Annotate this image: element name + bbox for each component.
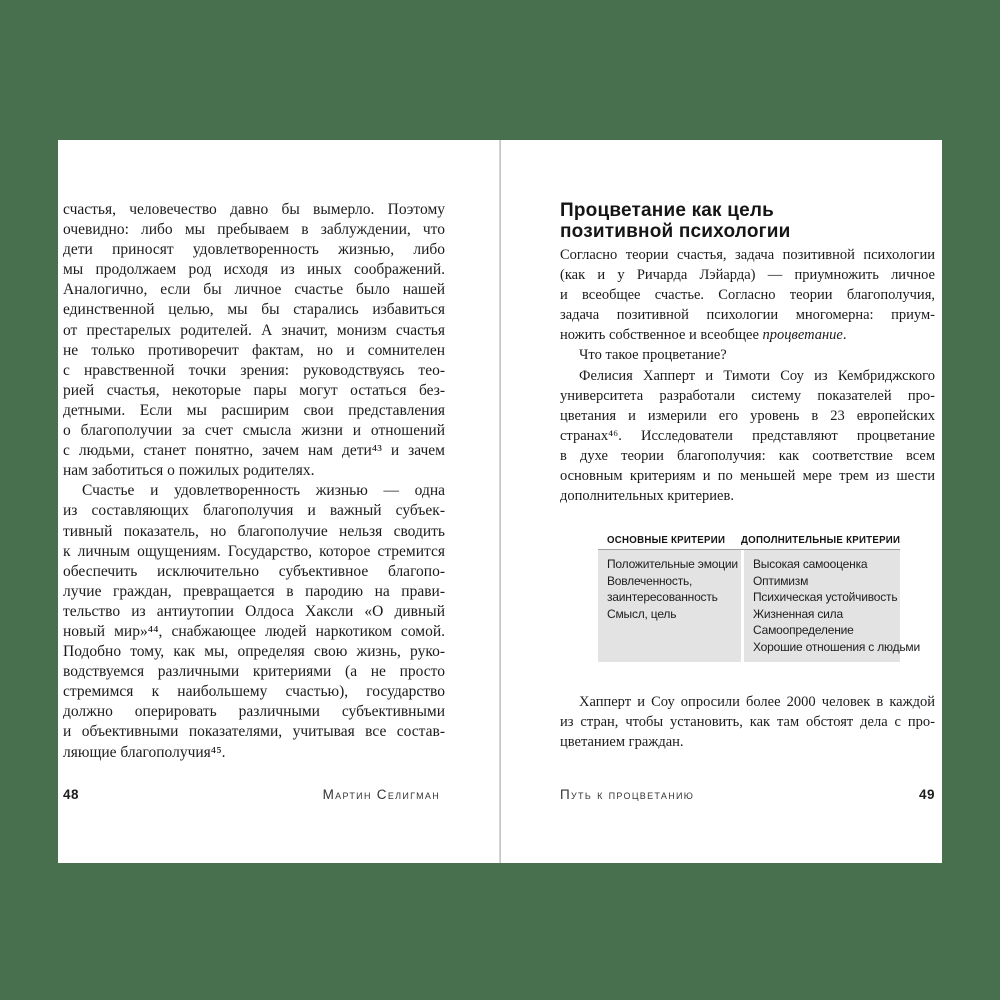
text-line: Психическая устойчивость <box>753 590 898 604</box>
text-line: водствуемся различными критериями (а не просто <box>63 663 445 681</box>
text-line: ляющие благополучия⁴⁵. <box>63 743 226 761</box>
text-line: очевидно: либо мы пребываем в заблуждении, что <box>63 221 445 239</box>
text-line: Вовлеченность, <box>607 573 693 588</box>
text-line: задача позитивной психологии многомерна: приум- <box>560 307 935 324</box>
spine-gutter-line <box>499 140 501 863</box>
italic-term: процветание <box>762 327 843 344</box>
table-column-main-criteria <box>598 550 741 662</box>
text-line: с нравственной точки зрения: руководствуясь тео- <box>63 361 445 379</box>
text-line: цветанием граждан. <box>560 734 684 751</box>
text-line: Положительные эмоции <box>607 557 738 571</box>
paragraph <box>560 692 935 752</box>
section-heading <box>560 200 940 242</box>
text-line: детными. Если мы расширим свои представления <box>63 401 445 419</box>
text-line: университета разработали систему показателей про- <box>560 387 935 404</box>
text-line: с людьми, станет понятно, зачем нам дети⁴³ и зачем <box>63 442 445 460</box>
text-line-with-italic <box>560 325 935 345</box>
text-line: Аналогично, если бы личное счастье было нашей <box>63 281 445 299</box>
text-line: цветания и измерили его уровень в 23 европейских <box>560 407 935 424</box>
text-line: Согласно теории счастья, задача позитивной психологии <box>560 247 935 263</box>
page-number: 48 <box>63 787 80 802</box>
paragraph <box>560 366 935 507</box>
text-line: (как и у Ричарда Лэйарда) — приумножить личное <box>560 267 935 284</box>
text-line: Фелисия Хапперт и Тимоти Соу из Кембриджского <box>579 367 935 384</box>
page-number: 49 <box>918 787 935 802</box>
paragraph <box>63 481 445 762</box>
criteria-table-header-row <box>598 534 900 546</box>
running-head-author: Мартин Селигман <box>322 787 440 802</box>
text-line: Счастье и удовлетворенность жизнью — одна <box>82 482 445 500</box>
book-spread <box>58 140 942 863</box>
criteria-table-body <box>598 549 920 662</box>
text-line: новый мир»⁴⁴, снабжающее людей наркотиком сомой. <box>63 622 445 640</box>
text-line: дополнительных критериев. <box>560 488 734 505</box>
text-line: Смысл, цель <box>607 606 677 621</box>
text-line: Хорошие отношения с людьми <box>753 639 920 654</box>
text-run: . <box>842 327 847 344</box>
text-line: и объективными показателями, учитывая все состав- <box>63 723 445 741</box>
text-line: о благополучии за счет смысла жизни и отношений <box>63 422 445 440</box>
right-page-body <box>560 245 935 506</box>
text-line: позитивной психологии <box>560 221 791 242</box>
text-line: Высокая самооценка <box>753 557 868 571</box>
text-line: Хапперт и Соу опросили более 2000 человек в каждой <box>579 694 935 710</box>
text-line: тивный показатель, но благополучие нельзя сводить <box>63 522 445 540</box>
text-line: странах⁴⁶. Исследователи представляют процветание <box>560 427 935 444</box>
text-line: мы продолжаем род исходя из иных соображений. <box>63 261 445 279</box>
text-line: стремимся к наибольшему счастью), государство <box>63 683 445 701</box>
text-line: Процветание как цель <box>560 200 775 221</box>
paragraph-question: Что такое процветание? <box>579 347 727 364</box>
table-header-additional-criteria: ДОПОЛНИТЕЛЬНЫЕ КРИТЕРИИ <box>741 534 901 546</box>
text-line: рией счастья, некоторые пары могут остаться без- <box>63 381 445 399</box>
text-line: тельство из антиутопии Олдоса Хаксли «О дивный <box>63 602 445 620</box>
text-line: Подобно тому, как мы, определяя свою жизнь, руко- <box>63 643 445 661</box>
text-line: дети приносят удовлетворенность жизнью, либо <box>63 241 445 259</box>
paragraph <box>560 245 935 325</box>
text-line: основным критериям и по меньшей мере трем из шести <box>560 468 935 485</box>
text-line: лучие граждан, превращается в пародию на прави- <box>63 582 445 600</box>
text-line: заинтересованность <box>607 590 718 604</box>
text-line: Самоопределение <box>753 623 854 637</box>
left-page-body <box>63 200 445 763</box>
text-line: обеспечить исключительно субъективное благопо- <box>63 562 445 580</box>
table-column-additional-criteria <box>744 550 920 662</box>
text-line: от престарелых родителей. А значит, монизм счастья <box>63 321 445 339</box>
text-line: счастья, человечество давно бы вымерло. Поэтому <box>63 201 445 218</box>
text-line: единственной целью, мы бы старались избавиться <box>63 301 445 319</box>
text-line: нам заботиться о пожилых родителях. <box>63 462 315 480</box>
table-header-main-criteria: ОСНОВНЫЕ КРИТЕРИИ <box>607 534 726 546</box>
text-line: Оптимизм <box>753 573 809 588</box>
text-line: в духе теории благополучия: как соответствие всем <box>560 447 935 464</box>
text-line: к личным ощущениям. Государство, которое стремится <box>63 542 445 560</box>
text-line: не только противоречит фактам, но и сомнителен <box>63 341 445 359</box>
text-line: Жизненная сила <box>753 606 843 621</box>
running-head-book-title: Путь к процветанию <box>560 787 695 802</box>
text-line: должно оперировать различными субъективными <box>63 703 445 721</box>
text-line: и всеобщее счастье. Согласно теории благополучия, <box>560 287 935 304</box>
left-page-footer <box>63 787 440 803</box>
text-run: ножить собственное и всеобщее <box>560 327 763 344</box>
right-page-footer <box>560 787 935 803</box>
criteria-table <box>598 534 920 662</box>
paragraph <box>63 200 445 481</box>
text-line: из стран, чтобы установить, как там обстоят дела с про- <box>560 714 935 731</box>
text-line: из составляющих благополучия и важный субъек- <box>63 502 445 520</box>
